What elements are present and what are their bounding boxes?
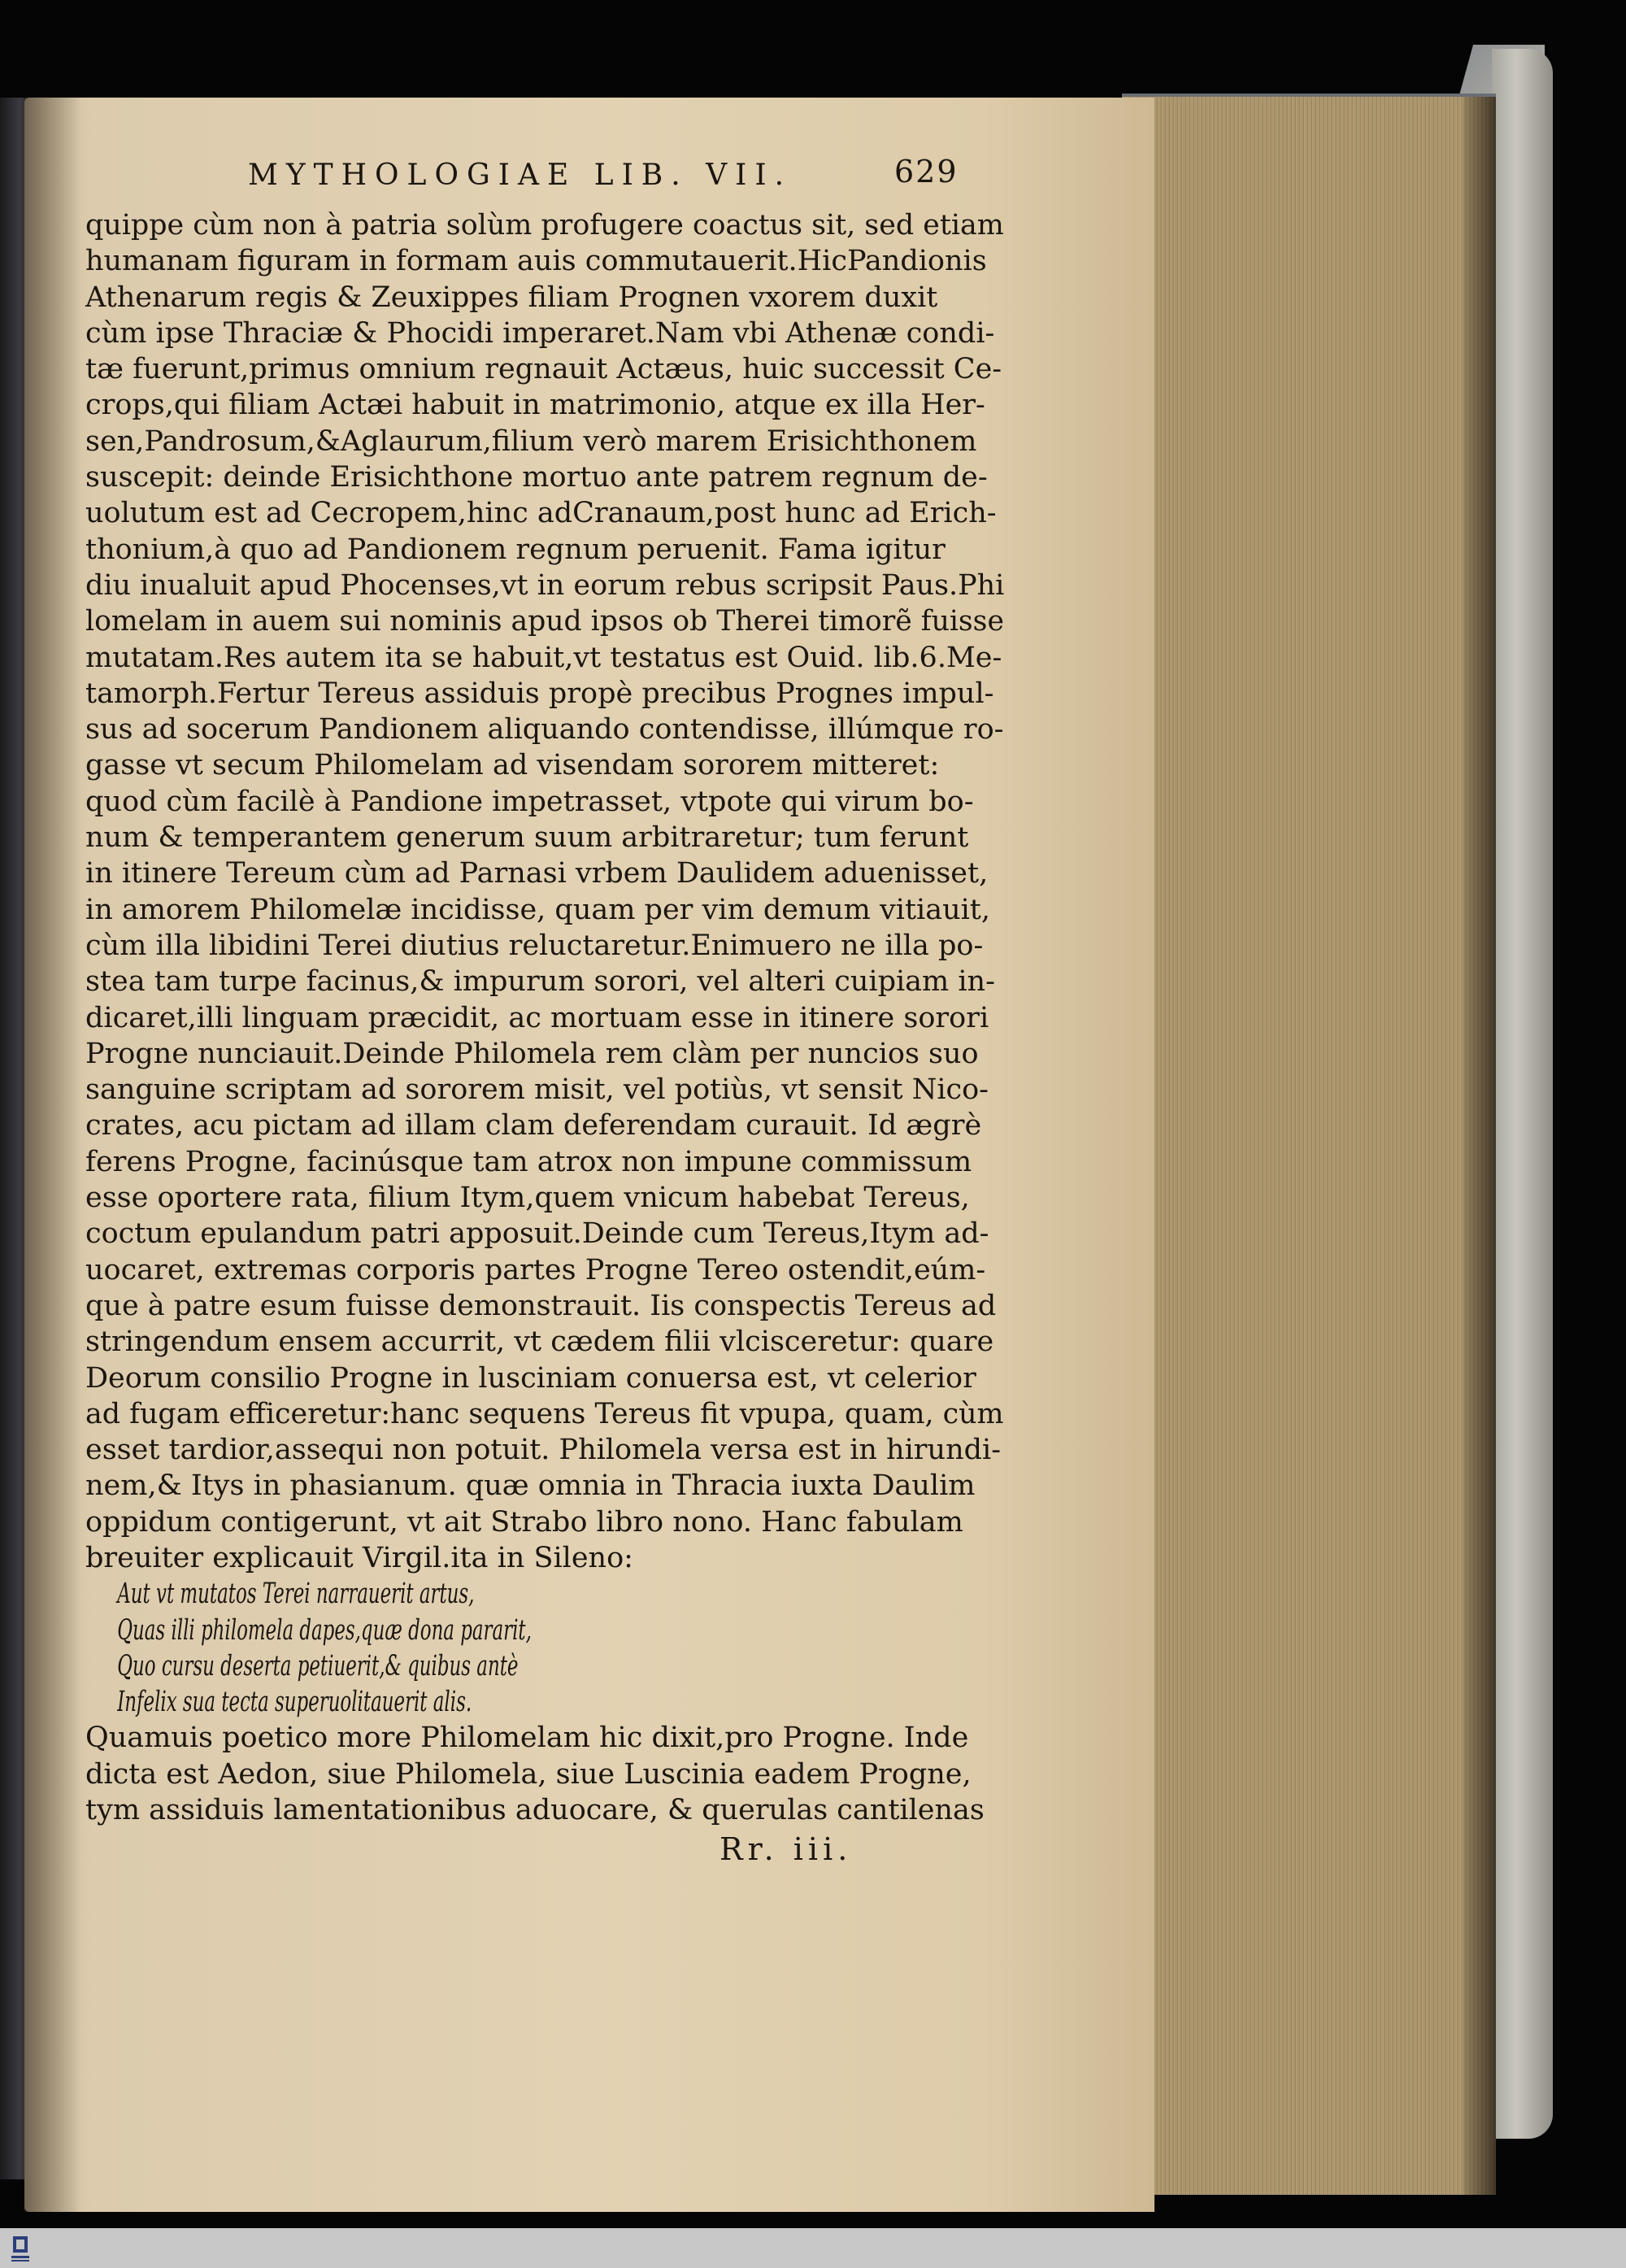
text-line: cùm ipse Thraciæ & Phocidi imperaret.Nam vbi Athenæ condi- (85, 316, 995, 350)
text-line: thonium,à quo ad Pandionem regnum peruenit. Fama igitur (85, 533, 946, 566)
library-logo-icon (10, 2235, 31, 2264)
text-line: stringendum ensem accurrit, vt cædem filii vlcisceretur: quare (85, 1326, 994, 1359)
text-line: sanguine scriptam ad sororem misit, vel potiùs, vt sensit Nico- (85, 1073, 989, 1107)
closing-text (85, 1720, 1004, 1828)
text-line: Progne nunciauit.Deinde Philomela rem clàm per nuncios suo (85, 1037, 979, 1070)
text-line: coctum epulandum patri apposuit.Deinde cum Tereus,Itym ad- (85, 1217, 989, 1251)
text-line: tamorph.Fertur Tereus assiduis propè precibus Prognes impul- (85, 677, 994, 710)
text-line: Quamuis poetico more Philomelam hic dixit,pro Progne. Inde (85, 1722, 969, 1755)
verse-line: Quo cursu deserta petiuerit,& quibus antè (117, 1649, 519, 1682)
verse-quotation (85, 1576, 1004, 1720)
text-line: que à patre esum fuisse demonstrauit. Iis conspectis Tereus ad (85, 1289, 997, 1322)
gutter-shadow (24, 98, 81, 2212)
verse-line: Aut vt mutatos Terei narrauerit artus, (117, 1578, 475, 1611)
text-line: uolutum est ad Cecropem,hinc adCranaum,post hunc ad Erich- (85, 497, 997, 530)
text-line: sus ad socerum Pandionem aliquando contendisse, illúmque ro- (85, 713, 1004, 747)
text-line: sen,Pandrosum,&Aglaurum,filium verò marem Erisichthonem (85, 424, 977, 458)
text-line: quod cùm facilè à Pandione impetrasset, vtpote qui virum bo- (85, 785, 974, 818)
text-line: uocaret, extremas corporis partes Progne Tereo ostendit,eúm- (85, 1253, 986, 1286)
page-number: 629 (894, 154, 959, 189)
text-line: humanam figuram in formam auis commutauerit.HicPandionis (85, 245, 987, 278)
text-line: crops,qui filiam Actæi habuit in matrimonio, atque ex illa Her- (85, 389, 985, 422)
text-line: in itinere Tereum cùm ad Parnasi vrbem Daulidem aduenisset, (85, 857, 989, 890)
running-head-title: MYTHOLOGIAE LIB. VII. (248, 159, 793, 192)
text-line: tym assiduis lamentationibus aduocare, & querulas cantilenas (85, 1794, 985, 1827)
text-line: dicta est Aedon, siue Philomela, siue Luscinia eadem Progne, (85, 1757, 972, 1791)
text-line: crates, acu pictam ad illam clam deferendam curauit. Id ægrè (85, 1109, 982, 1143)
page-text (85, 154, 1005, 1877)
text-line: oppidum contigerunt, vt ait Strabo libro nono. Hanc fabulam (85, 1505, 963, 1539)
text-line: Athenarum regis & Zeuxippes filiam Prognen vxorem duxit (85, 281, 938, 314)
text-line: ferens Progne, facinúsque tam atrox non impune commissum (85, 1145, 972, 1178)
text-line: tæ fuerunt,primus omnium regnauit Actæus, huic successit Ce- (85, 353, 1002, 386)
text-line: in amorem Philomelæ incidisse, quam per vim demum vitiauit, (85, 893, 990, 926)
text-line: dicaret,illi linguam præcidit, ac mortuam esse in itinere sorori (85, 1001, 989, 1034)
signature-mark-text: Rr. iii. (720, 1831, 853, 1868)
text-line: esset tardior,assequi non potuit. Philomela versa est in hirundi- (85, 1434, 1002, 1467)
text-line: suscepit: deinde Erisichthone mortuo ante patrem regnum de- (85, 461, 988, 494)
text-line: num & temperantem generum suum arbitraretur; tum ferunt (85, 821, 969, 855)
text-line: gasse vt secum Philomelam ad visendam sororem mitteret: (85, 749, 940, 782)
verse-line: Infelix sua tecta superuolitauerit alis. (117, 1686, 472, 1719)
right-cover-binding (1492, 49, 1553, 2139)
signature-mark (85, 1828, 1004, 1877)
viewer-footer-bar (0, 2228, 1626, 2268)
running-head (85, 154, 1004, 207)
body-text (85, 207, 1004, 1576)
page-edges (1122, 94, 1496, 2195)
text-line: stea tam turpe facinus,& impurum sorori, vel alteri cuipiam in- (85, 965, 995, 999)
text-line: quippe cùm non à patria solùm profugere coactus sit, sed etiam (85, 209, 1004, 242)
text-line: breuiter explicauit Virgil.ita in Sileno: (85, 1541, 633, 1574)
text-line: mutatam.Res autem ita se habuit,vt testatus est Ouid. lib.6.Me- (85, 641, 1002, 674)
text-line: Deorum consilio Progne in lusciniam conuersa est, vt celerior (85, 1361, 976, 1395)
text-line: nem,& Itys in phasianum. quæ omnia in Thracia iuxta Daulim (85, 1469, 976, 1503)
text-line: diu inualuit apud Phocenses,vt in eorum rebus scripsit Paus.Phi (85, 568, 1005, 602)
text-line: cùm illa libidini Terei diutius reluctaretur.Enimuero ne illa po- (85, 929, 984, 962)
text-line: lomelam in auem sui nominis apud ipsos ob Therei timorẽ fuisse (85, 605, 1004, 638)
text-line: esse oportere rata, filium Itym,quem vnicum habebat Tereus, (85, 1182, 970, 1215)
verse-line: Quas illi philomela dapes,quæ dona pararit, (117, 1613, 532, 1647)
text-line: ad fugam efficeretur:hanc sequens Tereus fit vpupa, quam, cùm (85, 1397, 1004, 1430)
